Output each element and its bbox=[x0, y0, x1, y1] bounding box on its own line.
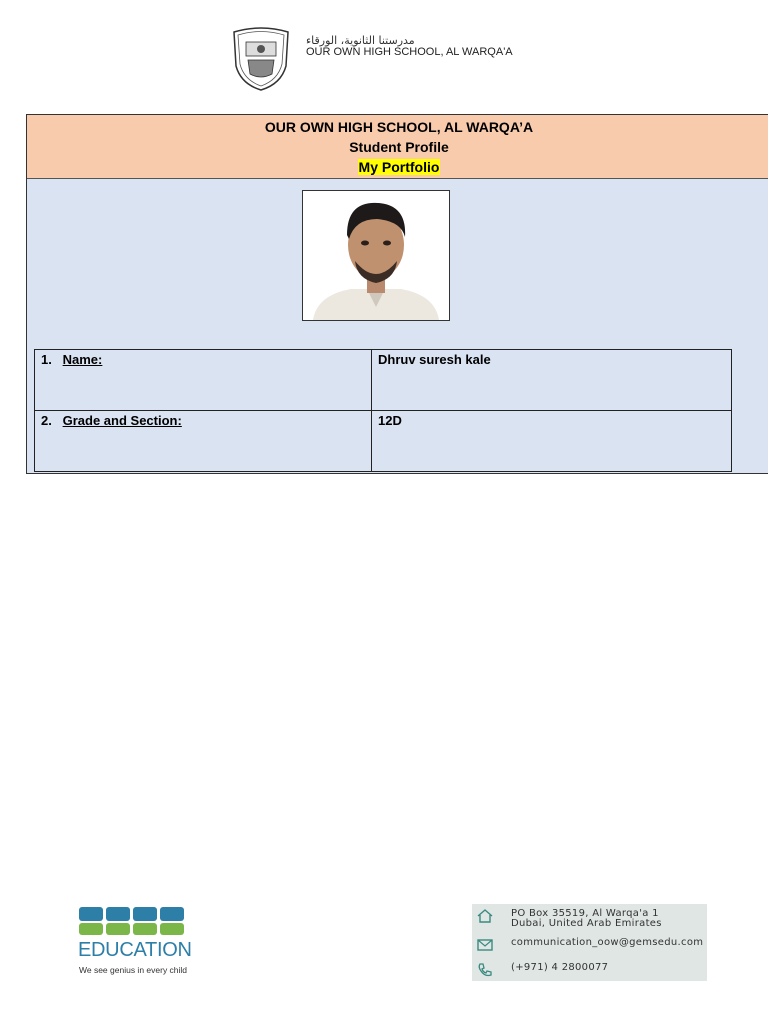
name-value: Dhruv suresh kale bbox=[378, 352, 491, 367]
address-line-1: PO Box 35519, Al Warqa'a 1 bbox=[511, 908, 659, 919]
document-title: Student Profile bbox=[349, 139, 449, 155]
letterhead-arabic-name: مدرستنا الثانوية، الورقاء bbox=[306, 34, 415, 47]
row-number: 1. bbox=[41, 352, 52, 367]
profile-frame bbox=[26, 114, 768, 474]
name-value-cell bbox=[372, 350, 732, 411]
profile-info-table bbox=[34, 349, 732, 472]
student-photo bbox=[302, 190, 450, 321]
student-portrait-image bbox=[303, 191, 449, 320]
portfolio-subtitle-text: My Portfolio bbox=[358, 159, 440, 175]
home-icon bbox=[476, 908, 494, 924]
row-number: 2. bbox=[41, 413, 52, 428]
school-title: OUR OWN HIGH SCHOOL, AL WARQA’A bbox=[264, 119, 534, 135]
mail-icon bbox=[476, 937, 494, 953]
grade-label: Grade and Section: bbox=[62, 413, 182, 428]
portfolio-subtitle bbox=[27, 157, 768, 177]
grade-value-cell bbox=[372, 411, 732, 472]
letterhead bbox=[226, 26, 516, 92]
grade-label-cell bbox=[35, 411, 372, 472]
gems-tagline: We see genius in every child bbox=[79, 965, 188, 975]
profile-header-band bbox=[27, 115, 768, 179]
address-line-2: Dubai, United Arab Emirates bbox=[511, 918, 662, 929]
table-row bbox=[35, 411, 732, 472]
name-label-cell bbox=[35, 350, 372, 411]
gems-logo-word: EDUCATION bbox=[78, 939, 192, 961]
school-crest-logo bbox=[226, 26, 296, 92]
phone-icon bbox=[476, 962, 494, 978]
table-row bbox=[35, 350, 732, 411]
grade-value: 12D bbox=[378, 413, 402, 428]
gems-education-logo bbox=[77, 903, 192, 979]
contact-info-box bbox=[472, 904, 707, 981]
letterhead-english-name: OUR OWN HIGH SCHOOL, AL WARQA'A bbox=[306, 46, 513, 58]
name-label: Name: bbox=[62, 352, 103, 367]
phone-text: (+971) 4 2800077 bbox=[511, 962, 609, 973]
email-text: communication_oow@gemsedu.com bbox=[511, 937, 704, 948]
